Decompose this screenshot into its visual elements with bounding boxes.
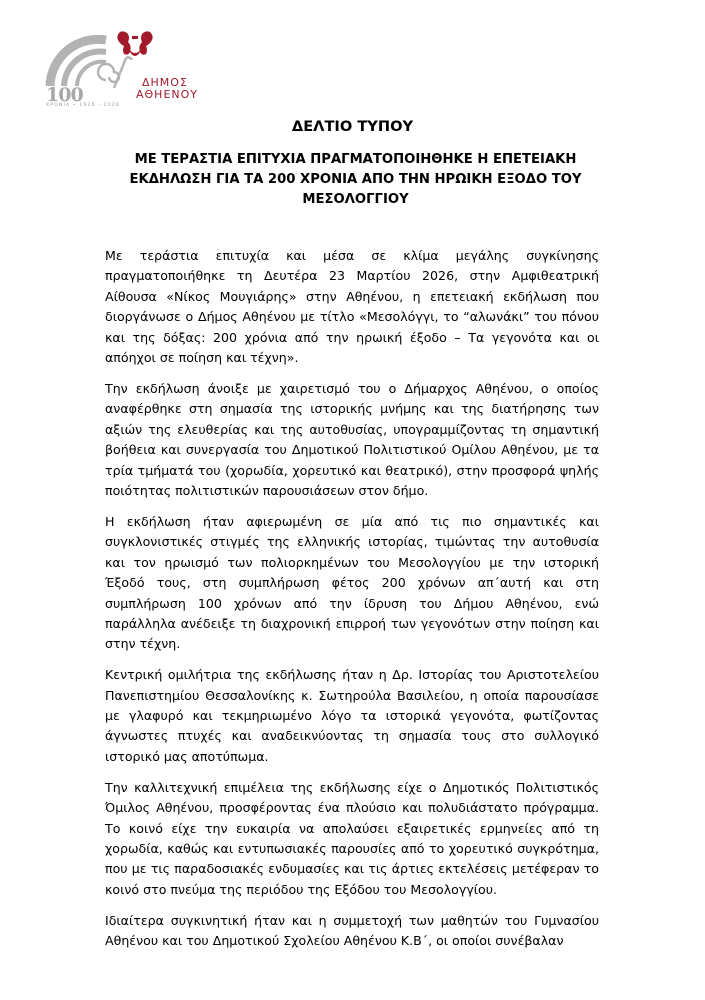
logo-org-line1: ΔΗΜΟΣ bbox=[142, 76, 188, 89]
body-paragraph: Την εκδήλωση άνοιξε με χαιρετισμό του ο Δήμαρχος Αθηένου, ο οποίος αναφέρθηκε στη σημασία της ιστορικής μνήμης και της διατήρησης των αξιών της ελευθερίας και της αυτοθυσίας, υπογραμμίζοντας τη σημαντική βοήθεια και συνεργασία του Δημοτικού Πολιτιστικού Ομίλου Αθηένου, με τα τρία τμήματά του (χορωδία, χορευτικό και θεατρικό), στην προσφορά ψηλής ποιότητας πολιτιστικών παρουσιάσεων στον δήμο. bbox=[105, 380, 599, 498]
document-subtitle: ΜΕ ΤΕΡΑΣΤΙΑ ΕΠΙΤΥΧΙΑ ΠΡΑΓΜΑΤΟΠΟΙΗΘΗΚΕ Η ΕΠΕΤΕΙΑΚΗ ΕΚΔΗΛΩΣΗ ΓΙΑ ΤΑ 200 ΧΡΟΝΙΑ ΑΠΟ ΤΗΝ ΗΡΩΙΚΗ ΕΞΟΔΟ ΤΟΥ ΜΕΣΟΛΟΓΓΙΟΥ bbox=[129, 152, 582, 207]
document-body bbox=[105, 246, 599, 962]
body-paragraph: Με τεράστια επιτυχία και μέσα σε κλίμα μεγάλης συγκίνησης πραγματοποιήθηκε τη Δευτέρα 23 Μαρτίου 2026, στην Αμφιθεατρική Αίθουσα «Νίκος Μουγιάρης» στην Αθηένου, η επετειακή εκδήλωση που διοργάνωσε ο Δήμος Αθηένου με τίτλο «Μεσολόγγι, το “αλωνάκι” του πόνου και της δόξας: 200 χρόνια από την ηρωική έξοδο – Τα γεγονότα και οι απόηχοι σε ποίηση και τέχνη». bbox=[105, 248, 599, 366]
body-paragraph: Κεντρική ομιλήτρια της εκδήλωσης ήταν η Δρ. Ιστορίας του Αριστοτελείου Πανεπιστημίου Θεσσαλονίκης κ. Σωτηρούλα Βασιλείου, η οποία παρουσίασε με γλαφυρό και τεκμηριωμένο λόγο τα ιστορικά γεγονότα, φωτίζοντας άγνωστες πτυχές και αναδεικνύοντας τη σημασία τους στο συλλογικό ιστορικό μας αποτύπωμα. bbox=[105, 667, 599, 764]
municipality-logo bbox=[44, 28, 199, 108]
logo-anniversary-number: 100 bbox=[46, 84, 83, 106]
logo-anniversary-caption: ΧΡΟΝΙΑ • 1926 - 2026 bbox=[46, 103, 121, 108]
spiral-icon bbox=[98, 49, 132, 88]
body-paragraph: Ιδιαίτερα συγκινητική ήταν και η συμμετοχή των μαθητών του Γυμνασίου Αθηένου και του Δημοτικού Σχολείου Αθηένου Κ.Β΄, οι οποίοι συνέβαλαν bbox=[105, 912, 599, 949]
logo-org-line2: ΑΘΗΕΝΟΥ bbox=[136, 88, 199, 101]
griffins-emblem-icon bbox=[117, 31, 152, 56]
body-paragraph: Η εκδήλωση ήταν αφιερωμένη σε μία από τις πιο σημαντικές και συγκλονιστικές στιγμές της ελληνικής ιστορίας, τιμώντας την αυτοθυσία και τον ηρωισμό των πολιορκημένων του Μεσολογγίου με την ιστορική Έξοδό τους, στη συμπλήρωση φέτος 200 χρόνων απ΄αυτή και στη συμπλήρωση 100 χρόνων από την ίδρυση του Δήμου Αθηένου, ενώ παράλληλα ανέδειξε τη διαχρονική επιρροή των γεγονότων στην ποίηση και στην τέχνη. bbox=[105, 513, 599, 652]
body-paragraph: Την καλλιτεχνική επιμέλεια της εκδήλωσης είχε ο Δημοτικός Πολιτιστικός Όμιλος Αθηένου, προσφέροντας ένα πλούσιο και πολυδιάστατο πρόγραμμα. Το κοινό είχε την ευκαιρία να απολαύσει εξαιρετικές ερμηνείες από τη χορωδία, καθώς και εντυπωσιακές παρουσίες από το χορευτικό συγκρότημα, που με τις παραδοσιακές ενδυμασίες και τις άρτιες εκτελέσεις μετέφεραν το κοινό στο πνεύμα της περιόδου της Εξόδου του Μεσολογγίου. bbox=[105, 779, 599, 897]
document-title: ΔΕΛΤΙΟ ΤΥΠΟΥ bbox=[291, 118, 414, 135]
anniversary-arcs-icon bbox=[50, 39, 106, 86]
